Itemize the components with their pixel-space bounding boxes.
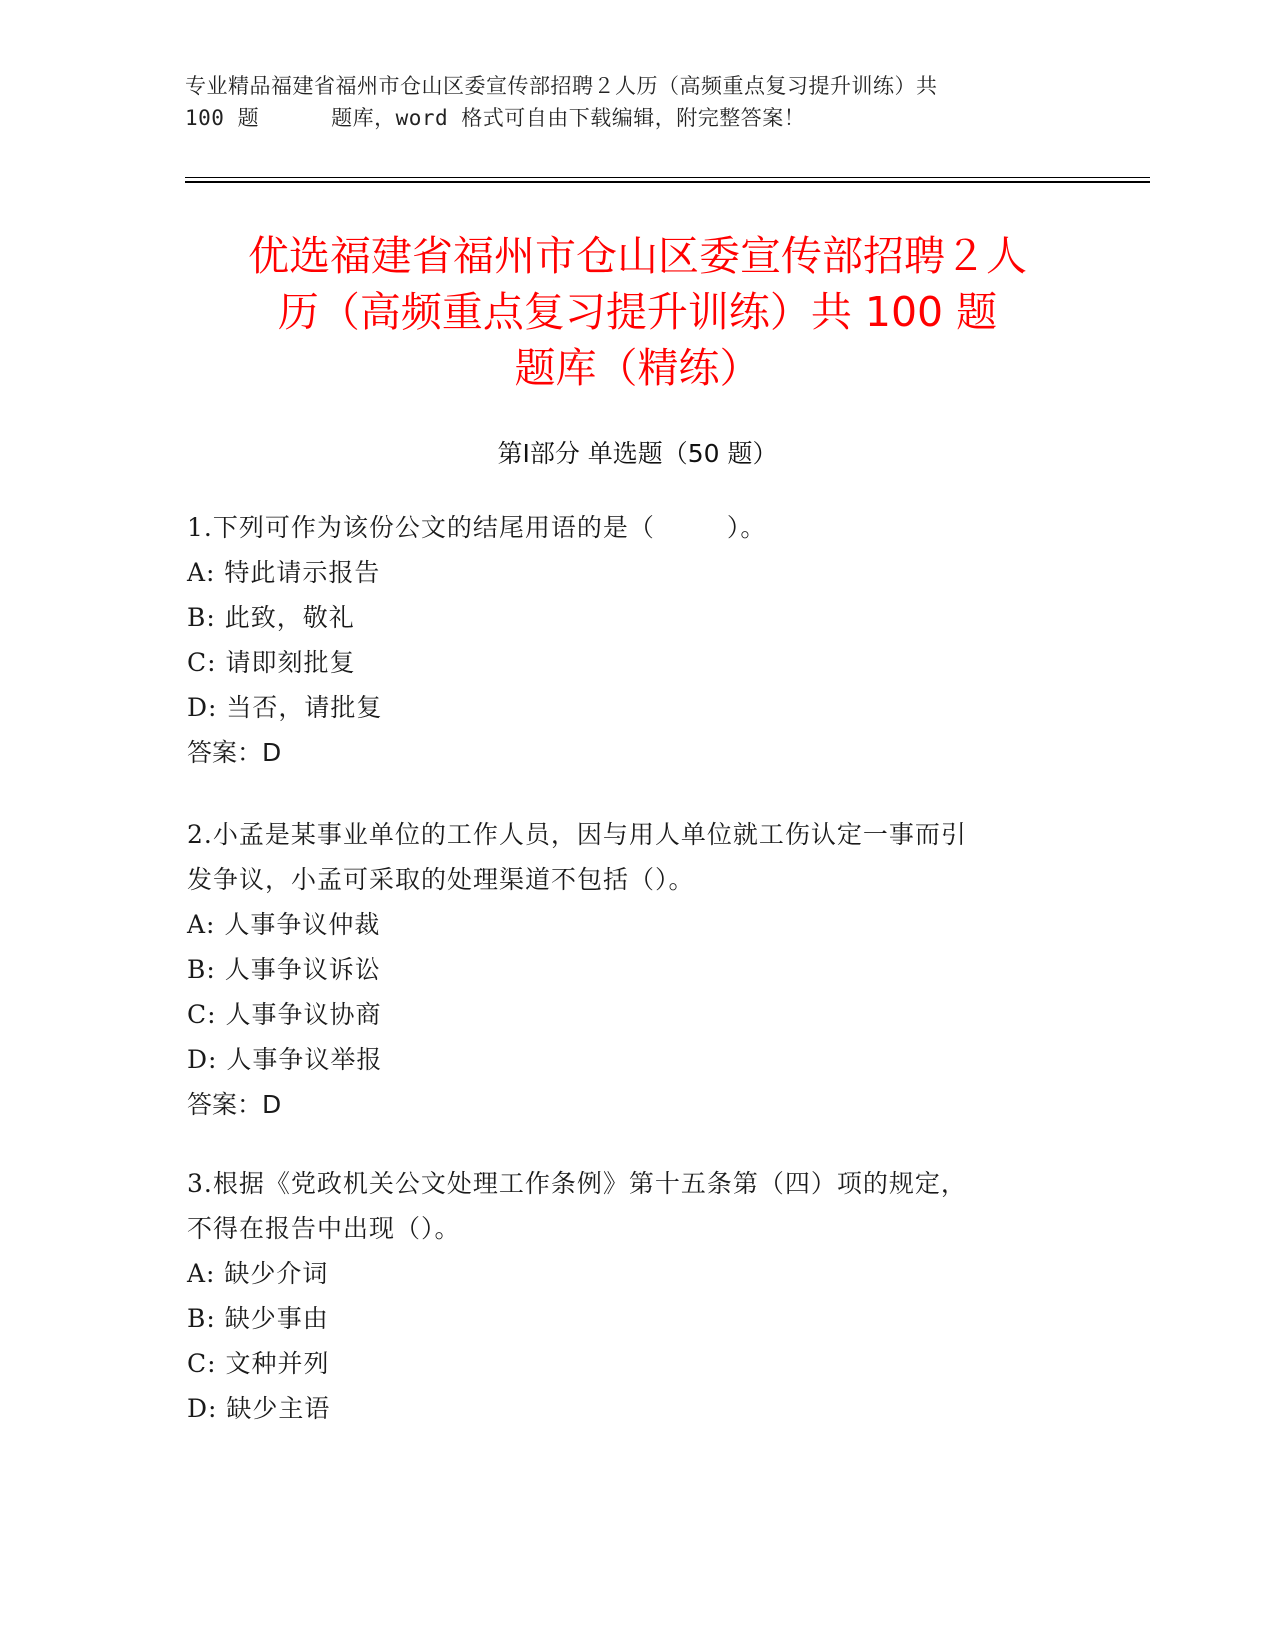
question-block-3 [187, 1161, 1067, 1431]
document-title-line-1: 优选福建省福州市仓山区委宣传部招聘２人 [248, 232, 1027, 280]
document-title-line-2: 历（高频重点复习提升训练）共 100 题 [277, 288, 998, 336]
question-stem-line-1: 3.根据《党政机关公文处理工作条例》第十五条第（四）项的规定， [187, 1169, 967, 1198]
header-note-line-2 [185, 102, 1065, 134]
option-d: D: 当否，请批复 [187, 693, 383, 722]
option-b: B: 此致，敬礼 [187, 603, 355, 632]
question-stem-part-2: ）。 [726, 513, 767, 542]
option-d: D: 缺少主语 [187, 1394, 331, 1423]
option-c: C: 文种并列 [187, 1349, 330, 1378]
option-a: A: 特此请示报告 [187, 558, 381, 587]
header-divider-thin [185, 177, 1150, 178]
option-a: A: 缺少介词 [187, 1259, 329, 1288]
option-c: C: 请即刻批复 [187, 648, 356, 677]
question-stem-line-1: 2.小孟是某事业单位的工作人员，因与用人单位就工伤认定一事而引 [187, 820, 967, 849]
header-note-count: 100 题 [185, 106, 260, 130]
question-stem [187, 505, 1067, 550]
header-note-line-1: 专业精品福建省福州市仓山区委宣传部招聘２人历（高频重点复习提升训练）共 [185, 74, 938, 98]
header-note [185, 70, 1065, 134]
option-b: B: 人事争议诉讼 [187, 955, 381, 984]
question-stem-part-1: 1.下列可作为该份公文的结尾用语的是（ [187, 513, 655, 542]
header-note-description: 题库，word 格式可自由下载编辑，附完整答案！ [331, 106, 806, 130]
question-block-1 [187, 505, 1067, 775]
section-heading: 第Ⅰ部分 单选题（50 题） [497, 439, 778, 468]
option-d: D: 人事争议举报 [187, 1045, 383, 1074]
question-block-2 [187, 812, 1067, 1127]
document-title [185, 228, 1090, 396]
question-stem-line-2: 不得在报告中出现（）。 [187, 1214, 461, 1243]
document-title-line-3: 题库（精练） [514, 344, 761, 392]
option-a: A: 人事争议仲裁 [187, 910, 381, 939]
option-c: C: 人事争议协商 [187, 1000, 382, 1029]
question-stem-line-2: 发争议，小孟可采取的处理渠道不包括（）。 [187, 865, 695, 894]
option-b: B: 缺少事由 [187, 1304, 329, 1333]
header-divider-thick [185, 181, 1150, 183]
answer-text: 答案：D [187, 738, 282, 767]
answer-text: 答案：D [187, 1090, 282, 1119]
